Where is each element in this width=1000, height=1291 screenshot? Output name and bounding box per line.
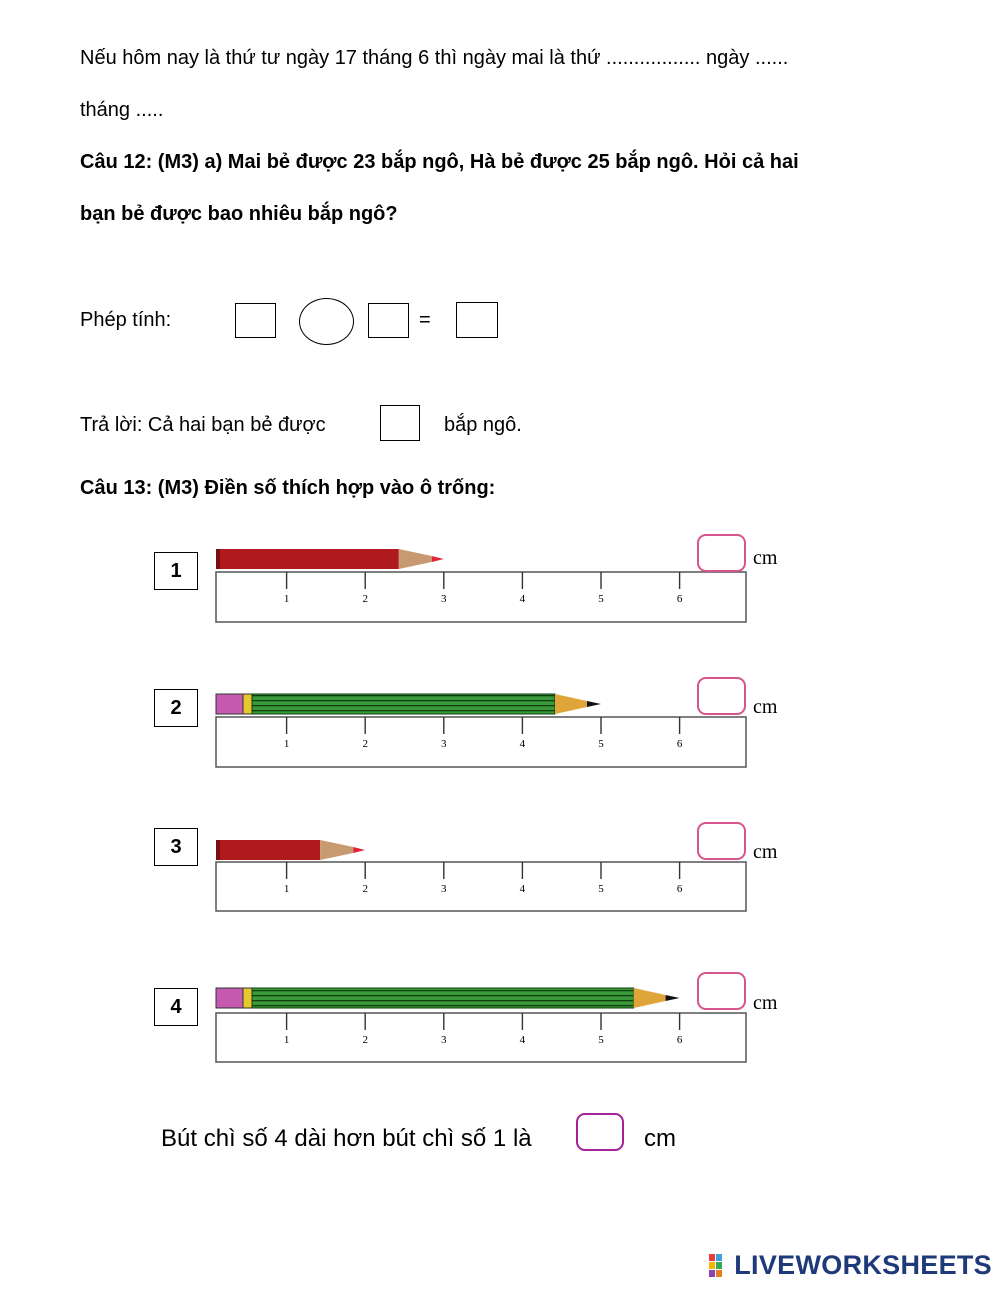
- pencil-lead: [432, 556, 444, 562]
- q12-line2: bạn bẻ được bao nhiêu bắp ngô?: [80, 203, 398, 225]
- ruler-tick-label: 1: [283, 1034, 290, 1046]
- ruler-tick-label: 4: [519, 738, 526, 750]
- ruler-tick-label: 2: [362, 593, 368, 605]
- ruler-tick-label: 2: [362, 1034, 368, 1046]
- pencil-3: [216, 840, 365, 860]
- ruler-tick-label: 3: [441, 738, 447, 750]
- ruler-tick-label: 3: [441, 593, 447, 605]
- ruler-tick-label: 5: [598, 738, 604, 750]
- ruler-1: [216, 572, 746, 622]
- ruler-2: [216, 717, 746, 767]
- ruler-tick-label: 5: [598, 593, 604, 605]
- ruler-4: [216, 1013, 746, 1062]
- ruler-tick-label: 6: [676, 738, 683, 750]
- pencil-eraser: [216, 988, 243, 1008]
- pencil-eraser: [216, 694, 243, 714]
- ruler-tick-label: 6: [676, 1034, 683, 1046]
- pencil-4: [216, 988, 680, 1008]
- ruler-tick-label: 4: [519, 1034, 526, 1046]
- q12-line1: Câu 12: (M3) a) Mai bẻ được 23 bắp ngô, Hà bẻ được 25 bắp ngô. Hỏi cả hai: [80, 151, 799, 173]
- item-number-4: 4: [154, 988, 198, 1026]
- pencil-body: [252, 694, 555, 714]
- pencil-lead: [353, 847, 365, 853]
- brand-name: LIVEWORKSHEETS: [734, 1250, 992, 1280]
- ruler-tick-label: 3: [441, 883, 447, 895]
- pencil-ferrule: [243, 988, 252, 1008]
- ruler-tick-label: 1: [283, 883, 290, 895]
- compare-unit: cm: [644, 1125, 676, 1152]
- item-number-2: 2: [154, 689, 198, 727]
- q11-line1: Nếu hôm nay là thứ tư ngày 17 tháng 6 thì ngày mai là thứ ................. ngày ......: [80, 47, 789, 69]
- pencil-wood: [399, 549, 432, 569]
- ruler-tick-label: 4: [519, 883, 526, 895]
- ruler-tick-label: 5: [598, 1034, 604, 1046]
- ruler-3: [216, 862, 746, 911]
- item-number-1: 1: [154, 552, 198, 590]
- pencil-body: [216, 840, 320, 860]
- q13-title: Câu 13: (M3) Điền số thích hợp vào ô trống:: [80, 477, 496, 499]
- unit-label-2: cm: [753, 696, 778, 718]
- pencil-lead: [587, 701, 601, 707]
- equals-sign: =: [419, 309, 431, 331]
- length-input-2[interactable]: [697, 677, 746, 715]
- ruler-tick-label: 4: [519, 593, 526, 605]
- ruler-tick-label: 6: [676, 883, 683, 895]
- liveworksheets-footer: [709, 1250, 992, 1281]
- pencil-1: [216, 549, 444, 569]
- compare-input[interactable]: [576, 1113, 624, 1151]
- ruler-tick-label: 6: [676, 593, 683, 605]
- unit-label-3: cm: [753, 841, 778, 863]
- calc-label: Phép tính:: [80, 309, 172, 331]
- q11-line2: tháng .....: [80, 99, 164, 121]
- answer-suffix: bắp ngô.: [444, 414, 522, 436]
- pencil-end: [216, 840, 220, 860]
- length-input-3[interactable]: [697, 822, 746, 860]
- pencil-lead: [666, 995, 680, 1001]
- ruler-tick-label: 2: [362, 883, 368, 895]
- pencil-body: [252, 988, 634, 1008]
- pencil-end: [216, 549, 220, 569]
- ruler-tick-label: 1: [283, 738, 290, 750]
- pencil-wood: [320, 840, 353, 860]
- length-input-4[interactable]: [697, 972, 746, 1010]
- pencil-body: [216, 549, 399, 569]
- ruler-tick-label: 2: [362, 738, 368, 750]
- unit-label-1: cm: [753, 547, 778, 569]
- length-input-1[interactable]: [697, 534, 746, 572]
- liveworksheets-logo-icon: [709, 1254, 731, 1278]
- pencil-wood: [634, 988, 666, 1008]
- pencil-wood: [555, 694, 587, 714]
- item-number-3: 3: [154, 828, 198, 866]
- pencil-ferrule: [243, 694, 252, 714]
- answer-prefix: Trả lời: Cả hai bạn bẻ được: [80, 414, 326, 436]
- unit-label-4: cm: [753, 992, 778, 1014]
- ruler-tick-label: 3: [441, 1034, 447, 1046]
- pencil-2: [216, 694, 601, 714]
- ruler-tick-label: 1: [283, 593, 290, 605]
- compare-prefix: Bút chì số 4 dài hơn bút chì số 1 là: [161, 1125, 532, 1152]
- ruler-tick-label: 5: [598, 883, 604, 895]
